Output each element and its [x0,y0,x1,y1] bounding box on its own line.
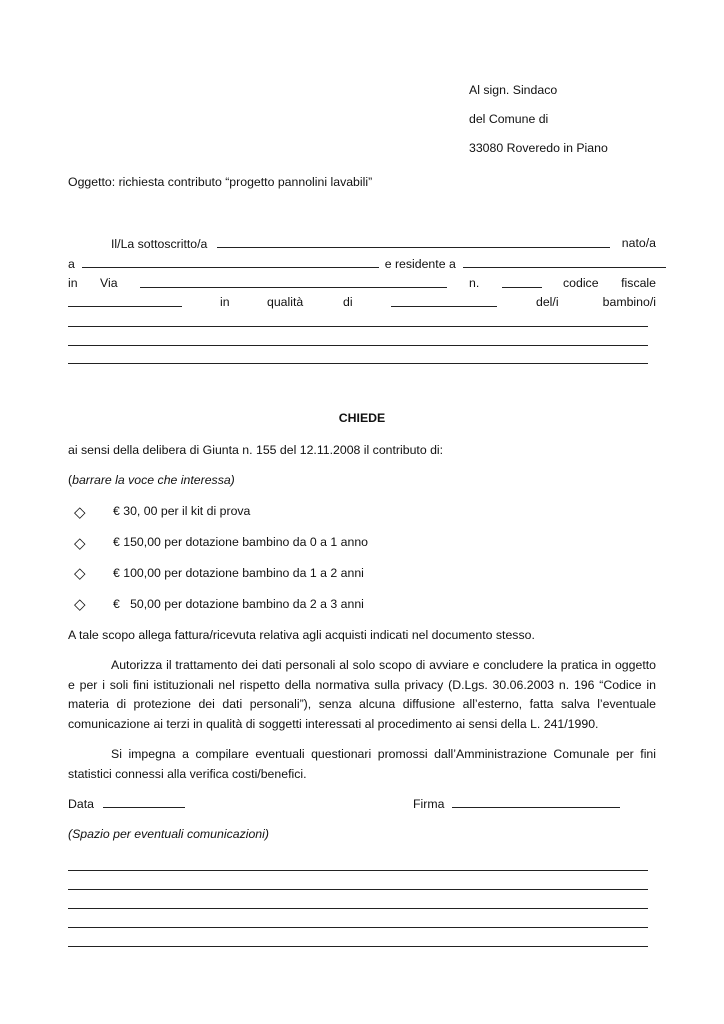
request-heading: CHIEDE [338,411,386,425]
diamond-outline-icon[interactable]: ◇ [74,503,86,521]
form-row-address [68,276,656,292]
born-label: nato/a [621,236,656,250]
form-row-birthplace [68,256,656,272]
signature-row [413,796,620,812]
privacy-text: Autorizza il trattamento dei dati personali al solo scopo di avviare e concludere la pratica in oggetto e per i soli fini istituzionali nel rispetto della normativa sulla privacy (D.Lgs. 30.06.2003 n. 196 “Codice in materia di protezione dei dati personali”), senza alcuna diffusione all’esterno, fatta salva l’eventuale comunicazione ai terzi in qualità di soggetti interessati al procedimento ai sensi della L. 241/1990. [68,658,656,731]
notes-line-2[interactable] [68,889,648,890]
resident-label: e residente a [384,257,456,271]
form-row-quality [68,295,656,311]
diamond-outline-icon[interactable]: ◇ [74,564,86,582]
notes-line-1[interactable] [68,870,648,871]
date-label: Data [68,797,94,811]
name-field[interactable] [217,236,610,248]
form-row-undersigned [68,236,656,252]
option-0-1-year: € 150,00 per dotazione bambino da 0 a 1 anno [113,535,369,549]
street-field[interactable] [140,276,447,288]
survey-text: Si impegna a compilare eventuali questionari promossi dall’Amministrazione Comunale per fini statistici connessi alla verifica costi/benefici. [68,747,656,781]
notes-label: (Spazio per eventuali comunicazioni) [68,827,269,841]
child-label-2: bambino/i [602,295,656,309]
recipient-line-1: Al sign. Sindaco [469,83,558,97]
in-label: in [68,276,78,290]
in-label-2: in [220,295,230,309]
street-label: Via [100,276,118,290]
fiscal-code-field[interactable] [68,295,182,307]
undersigned-label: Il/La sottoscritto/a [111,237,208,251]
quality-label: qualità [267,295,304,309]
of-label: di [343,295,353,309]
number-field[interactable] [502,276,542,288]
survey-paragraph [68,745,656,784]
diamond-outline-icon[interactable]: ◇ [74,534,86,552]
quality-field[interactable] [391,295,497,307]
signature-label: Firma [413,797,445,811]
subject-line: Oggetto: richiesta contributo “progetto pannolini lavabili” [68,175,373,189]
instruction-text [68,473,235,488]
date-field[interactable] [103,796,185,808]
child-label: del/i [536,295,559,309]
children-field-line-2[interactable] [68,345,648,346]
fiscal-code-label-2: fiscale [621,276,656,290]
option-2-3-years: € 50,00 per dotazione bambino da 2 a 3 anni [113,597,364,611]
children-field-line-3[interactable] [68,363,648,364]
request-intro: ai sensi della delibera di Giunta n. 155 del 12.11.2008 il contributo di: [68,443,444,457]
notes-line-5[interactable] [68,946,648,947]
residence-field[interactable] [463,256,666,268]
option-kit: € 30, 00 per il kit di prova [113,504,251,518]
recipient-line-2: del Comune di [469,112,549,126]
at-label: a [68,257,75,271]
instruction-italic: barrare la voce che interessa) [72,473,235,487]
instruction-open-paren: ( [68,473,73,487]
children-field-line-1[interactable] [68,326,648,327]
signature-field[interactable] [452,796,620,808]
date-row [68,796,185,812]
birthplace-field[interactable] [82,256,379,268]
diamond-outline-icon[interactable]: ◇ [74,595,86,613]
number-label: n. [469,276,480,290]
recipient-line-3: 33080 Roveredo in Piano [469,141,608,155]
privacy-paragraph [68,656,656,734]
notes-line-4[interactable] [68,927,648,928]
notes-line-3[interactable] [68,908,648,909]
fiscal-code-label: codice [563,276,599,290]
option-1-2-years: € 100,00 per dotazione bambino da 1 a 2 anni [113,566,364,580]
attachment-text: A tale scopo allega fattura/ricevuta relativa agli acquisti indicati nel documento stesso. [68,628,535,642]
